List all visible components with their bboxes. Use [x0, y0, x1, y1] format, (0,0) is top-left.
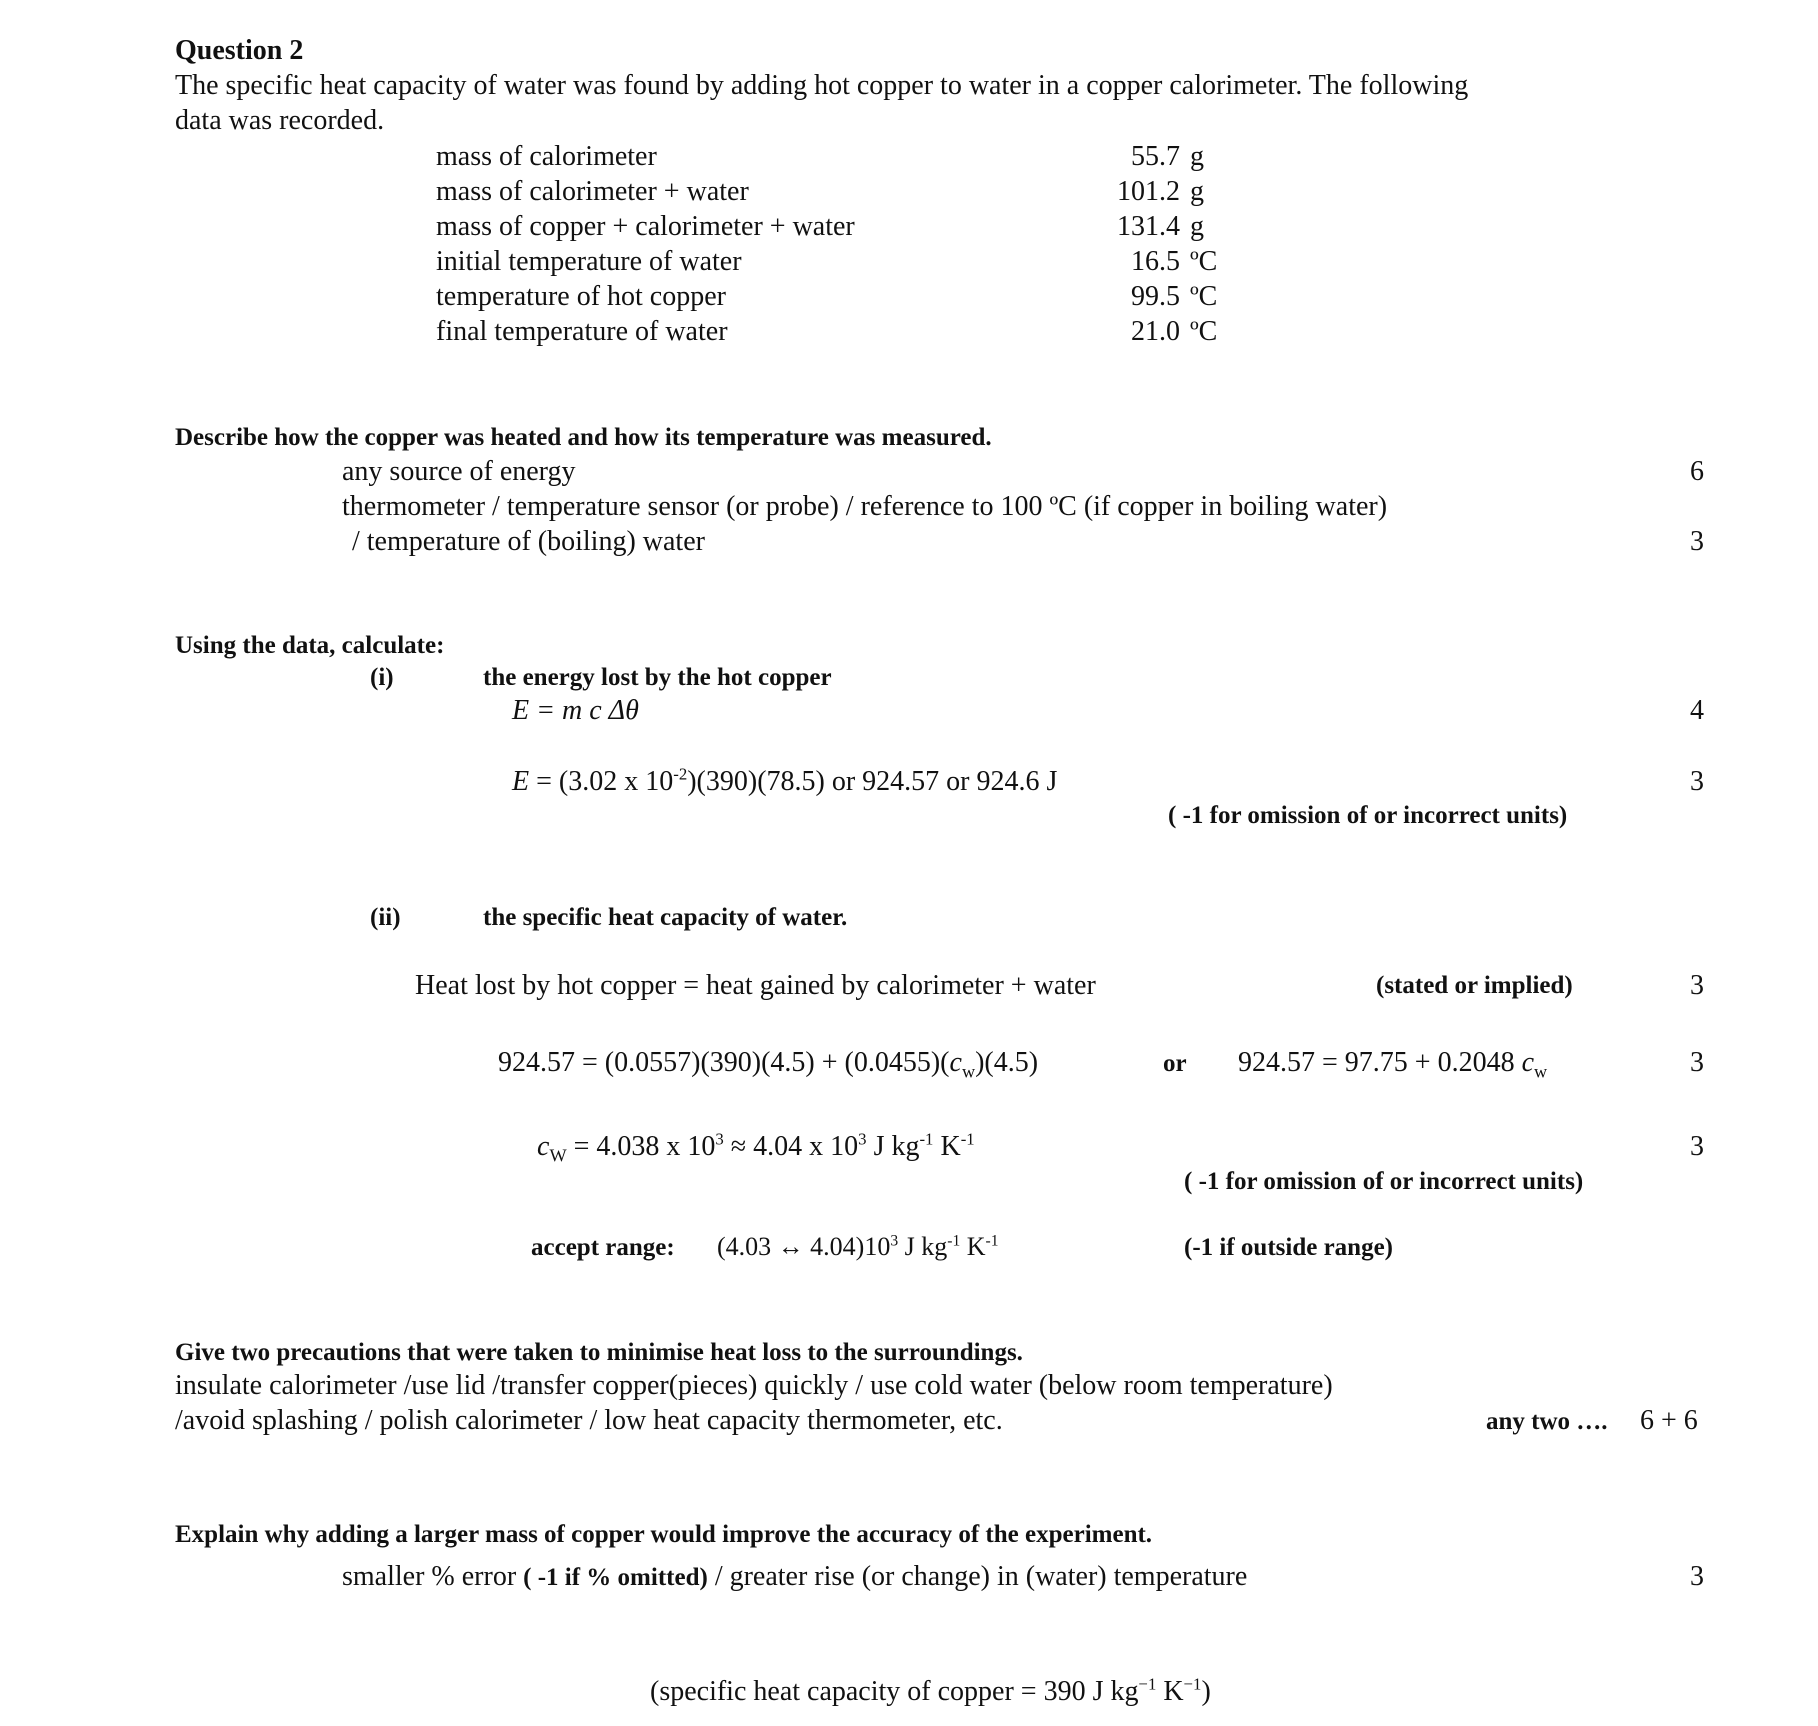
- row-value: 99.5: [1131, 281, 1180, 312]
- footer-note: [650, 1674, 1211, 1709]
- any-two-label: any two ….: [1486, 1408, 1608, 1435]
- sub-ii-label: (ii): [370, 904, 401, 931]
- row-unit: ºC: [1190, 316, 1218, 347]
- question-title: Question 2: [175, 35, 304, 66]
- result-c: c: [537, 1131, 550, 1162]
- eq-right: 924.57 = 97.75 + 0.2048: [1238, 1047, 1522, 1078]
- equation-or: or: [1163, 1050, 1187, 1077]
- part-c-line-2: /avoid splashing / polish calorimeter / low heat capacity thermometer, etc.: [175, 1405, 1003, 1436]
- row-value: 101.2: [1117, 176, 1180, 207]
- result-exp-4: -1: [960, 1129, 975, 1149]
- equation-mark: 3: [1690, 1047, 1704, 1078]
- part-d-mark: 3: [1690, 1561, 1704, 1592]
- part-c-mark: 6 + 6: [1640, 1405, 1698, 1436]
- calc-part-b: )(390)(78.5) or 924.57 or 924.6 J: [687, 766, 1058, 797]
- footer-exp-1: −1: [1138, 1674, 1157, 1694]
- range-b: J kg: [898, 1232, 948, 1261]
- result-cw: [537, 1129, 975, 1164]
- row-label: mass of calorimeter: [436, 141, 657, 172]
- range-exp-3: -1: [985, 1232, 999, 1250]
- row-unit: g: [1190, 141, 1204, 172]
- part-a-prompt: Describe how the copper was heated and how its temperature was measured.: [175, 424, 992, 451]
- row-label: temperature of hot copper: [436, 281, 726, 312]
- calc-energy: [512, 764, 1057, 799]
- part-a-line-1: any source of energy: [342, 456, 576, 487]
- sub-i-prompt: the energy lost by the hot copper: [483, 664, 832, 691]
- result-b: ≈ 4.04 x 10: [723, 1131, 859, 1162]
- part-b-prompt: Using the data, calculate:: [175, 632, 445, 659]
- result-exp-2: 3: [858, 1129, 867, 1149]
- row-unit: g: [1190, 176, 1204, 207]
- calc-E: E: [512, 766, 530, 797]
- eq-c: c: [949, 1047, 962, 1078]
- result-exp-3: -1: [919, 1129, 934, 1149]
- answer-penalty: ( -1 if % omitted): [523, 1564, 708, 1591]
- row-label: final temperature of water: [436, 316, 728, 347]
- row-label: mass of calorimeter + water: [436, 176, 749, 207]
- part-c-prompt: Give two precautions that were taken to minimise heat loss to the surroundings.: [175, 1339, 1023, 1366]
- range-exp-2: -1: [947, 1232, 961, 1250]
- part-c-line-1: insulate calorimeter /use lid /transfer copper(pieces) quickly / use cold water (below room temperature): [175, 1370, 1333, 1401]
- range-note: (-1 if outside range): [1184, 1234, 1393, 1261]
- result-w: W: [549, 1145, 567, 1166]
- formula-rest: = m c Δθ: [529, 695, 639, 726]
- intro-line-2: data was recorded.: [175, 105, 385, 136]
- row-value: 21.0: [1131, 316, 1180, 347]
- part-a-mark-2: 3: [1690, 526, 1704, 557]
- row-value: 55.7: [1131, 141, 1180, 172]
- footer-b: K: [1156, 1676, 1184, 1707]
- answer-b: / greater rise (or change) in (water) temperature: [707, 1561, 1248, 1592]
- equation-right: [1238, 1045, 1547, 1080]
- formula-E: E: [512, 695, 530, 726]
- row-label: initial temperature of water: [436, 246, 742, 277]
- calc-part-a: = (3.02 x 10: [529, 766, 674, 797]
- row-label: mass of copper + calorimeter + water: [436, 211, 855, 242]
- footer-exp-2: −1: [1183, 1674, 1202, 1694]
- footer-c: ): [1201, 1676, 1211, 1707]
- answer-a: smaller % error: [342, 1561, 524, 1592]
- part-d-prompt: Explain why adding a larger mass of copper would improve the accuracy of the experiment.: [175, 1521, 1153, 1548]
- result-exp-1: 3: [715, 1129, 724, 1149]
- sub-i-label: (i): [370, 664, 394, 691]
- statement-note: (stated or implied): [1376, 972, 1573, 999]
- part-d-answer: [342, 1559, 1247, 1595]
- sub-ii-units-note: ( -1 for omission of or incorrect units): [1184, 1168, 1584, 1195]
- sub-i-formula-mark: 4: [1690, 695, 1704, 726]
- eq-left-b: )(4.5): [975, 1047, 1039, 1078]
- range-a: (4.03 ↔ 4.04)10: [717, 1232, 891, 1261]
- accept-range-label: accept range:: [531, 1234, 675, 1261]
- formula-energy: [512, 693, 639, 728]
- range-exp-1: 3: [890, 1232, 899, 1250]
- result-unit-K: K: [933, 1131, 961, 1162]
- footer-a: (specific heat capacity of copper = 390 J kg: [650, 1676, 1139, 1707]
- range-c: K: [960, 1232, 986, 1261]
- eq-left-a: 924.57 = (0.0557)(390)(4.5) + (0.0455)(: [498, 1047, 950, 1078]
- equation-left: [498, 1045, 1038, 1080]
- statement-mark: 3: [1690, 970, 1704, 1001]
- row-unit: ºC: [1190, 246, 1218, 277]
- accept-range-value: [717, 1229, 999, 1264]
- row-unit: g: [1190, 211, 1204, 242]
- result-mark: 3: [1690, 1131, 1704, 1162]
- calc-exponent: -2: [673, 764, 688, 784]
- part-a-mark-1: 6: [1690, 456, 1704, 487]
- row-value: 16.5: [1131, 246, 1180, 277]
- result-a: = 4.038 x 10: [566, 1131, 716, 1162]
- sub-ii-prompt: the specific heat capacity of water.: [483, 904, 848, 931]
- sub-i-units-note: ( -1 for omission of or incorrect units): [1168, 802, 1568, 829]
- row-value: 131.4: [1117, 211, 1180, 242]
- heat-balance-statement: Heat lost by hot copper = heat gained by calorimeter + water: [415, 970, 1096, 1001]
- intro-line-1: The specific heat capacity of water was found by adding hot copper to water in a copper calorimeter. The following: [175, 70, 1469, 101]
- eq-w: w: [961, 1061, 976, 1082]
- eq-right-c: c: [1521, 1047, 1535, 1078]
- eq-right-w: w: [1534, 1061, 1548, 1082]
- sub-i-calc-mark: 3: [1690, 766, 1704, 797]
- result-unit-kg: J kg: [866, 1131, 920, 1162]
- part-a-line-3: / temperature of (boiling) water: [352, 526, 705, 557]
- row-unit: ºC: [1190, 281, 1218, 312]
- part-a-line-2: thermometer / temperature sensor (or probe) / reference to 100 ºC (if copper in boiling water): [342, 491, 1388, 522]
